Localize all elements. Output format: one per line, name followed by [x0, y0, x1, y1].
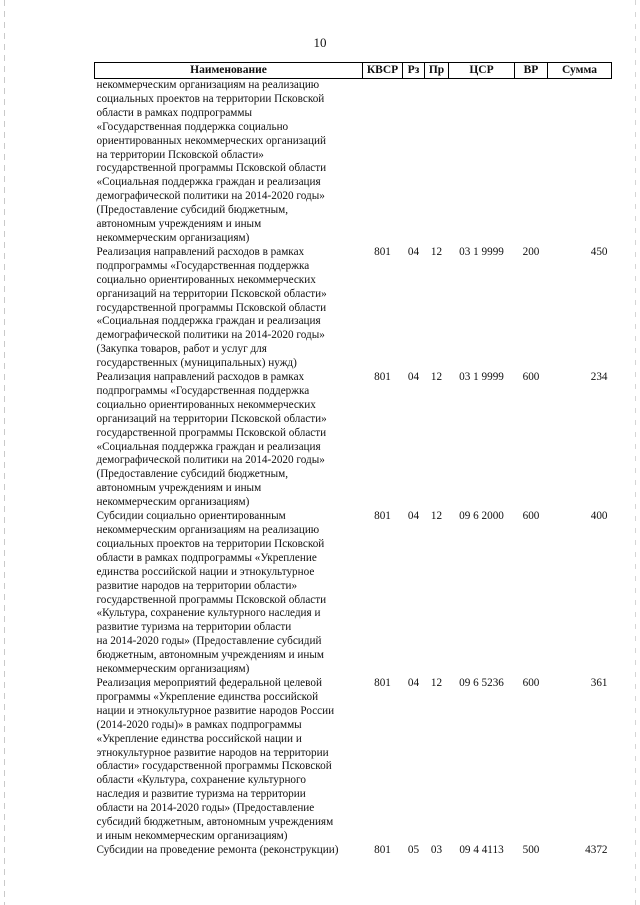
row-vr-cell: 500: [522, 843, 540, 856]
table-header-row: [95, 63, 612, 79]
header-rz: Рз: [403, 63, 425, 79]
scan-edge-right: [635, 0, 636, 905]
row-name-line: области «Культура, сохранение культурного: [96, 774, 306, 787]
scan-edge-left: [4, 0, 5, 905]
row-name-line: Реализация направлений расходов в рамках: [96, 371, 305, 384]
row-name-line: «Социальная поддержка граждан и реализация: [96, 440, 321, 453]
header-vr: ВР: [515, 63, 548, 79]
row-name-line: «Культура, сохранение культурного наследия и: [96, 607, 321, 620]
header-name: Наименование: [95, 63, 363, 79]
row-kvsr-cell: 801: [374, 245, 391, 258]
row-vr-cell: [515, 79, 548, 246]
row-pr-cell: 12: [430, 245, 443, 258]
row-name-line: бюджетным, автономным учреждениям и иным: [96, 649, 324, 662]
row-name-line: государственной программы Псковской области: [96, 301, 327, 314]
row-name-line: «Социальная поддержка граждан и реализация: [96, 315, 321, 328]
row-name-line: социальных проектов на территории Псковской: [96, 537, 325, 550]
row-name-cell: [95, 246, 363, 371]
row-name-line: единства российской нации и этнокультурное: [96, 565, 315, 578]
row-name-line: некоммерческим организациям): [96, 496, 250, 509]
row-kvsr-cell: 801: [374, 510, 391, 523]
row-csr-cell: [449, 79, 515, 246]
row-name-line: субсидий бюджетным, автономным учреждениям: [96, 816, 334, 829]
row-rz-cell: [403, 79, 425, 246]
row-kvsr-cell: [363, 79, 403, 246]
row-name-line: социально ориентированных некоммерческих: [96, 398, 316, 411]
row-name-line: автономным учреждениям и иным: [96, 218, 262, 231]
row-csr-cell: 09 6 5236: [459, 676, 504, 689]
row-csr-cell: 03 1 9999: [459, 245, 504, 258]
row-name-line: Реализация направлений расходов в рамках: [96, 245, 305, 258]
row-kvsr-cell: 801: [374, 843, 391, 856]
row-pr-cell: 03: [430, 843, 443, 856]
row-name-line: нации и этнокультурное развитие народов России: [96, 704, 335, 717]
row-sum-cell: 400: [590, 510, 608, 523]
row-name-line: Субсидии социально ориентированным: [96, 510, 286, 523]
row-name-line: наследия и развитие туризма на территории: [96, 788, 306, 801]
row-name-line: демографической политики на 2014-2020 годы»: [96, 329, 325, 342]
row-name-cell: [95, 677, 363, 844]
row-name-line: Реализация мероприятий федеральной целевой: [96, 676, 322, 689]
table-row: [95, 246, 612, 371]
row-name-line: на 2014-2020 годы» (Предоставление субсидий: [96, 635, 322, 648]
row-pr-cell: 12: [430, 371, 443, 384]
row-name-line: подпрограммы «Государственная поддержка: [96, 259, 310, 272]
row-name-line: некоммерческим организациям): [96, 231, 250, 244]
header-sum: Сумма: [548, 63, 612, 79]
row-name-line: развитие народов на территории области»: [96, 579, 298, 592]
row-name-line: подпрограммы «Государственная поддержка: [96, 384, 310, 397]
table-row: [95, 79, 612, 246]
row-vr-cell: 600: [522, 371, 540, 384]
row-csr-cell: 09 4 4113: [459, 843, 504, 856]
table-row: [95, 677, 612, 844]
page-number: 10: [313, 35, 327, 50]
row-name-line: «Государственная поддержка социально: [96, 120, 289, 133]
row-name-line: социально ориентированных некоммерческих: [96, 273, 316, 286]
row-name-line: (Закупка товаров, работ и услуг для: [96, 343, 267, 356]
row-name-line: этнокультурное развитие народов на территории: [96, 746, 329, 759]
budget-table: [94, 62, 612, 858]
row-name-line: некоммерческим организациям на реализацию: [96, 79, 320, 91]
row-pr-cell: 12: [430, 676, 443, 689]
header-kvsr: КВСР: [363, 63, 403, 79]
row-name-line: (Предоставление субсидий бюджетным,: [96, 468, 289, 481]
row-rz-cell: 05: [407, 843, 420, 856]
row-name-line: программы «Укрепление единства российской: [96, 690, 319, 703]
header-pr: Пр: [425, 63, 449, 79]
row-sum-cell: [548, 79, 612, 246]
row-name-line: «Укрепление единства российской нации и: [96, 732, 302, 745]
row-name-line: области на 2014-2020 годы» (Предоставление: [96, 802, 315, 815]
row-kvsr-cell: 801: [374, 676, 391, 689]
row-rz-cell: 04: [407, 371, 420, 384]
row-name-line: ориентированных некоммерческих организаций: [96, 134, 327, 147]
row-name-cell: [95, 371, 363, 510]
row-name-line: области» государственной программы Псковской: [96, 760, 332, 773]
row-name-line: Субсидии на проведение ремонта (реконструкции): [96, 843, 339, 856]
row-vr-cell: 200: [522, 245, 540, 258]
row-sum-cell: 450: [590, 245, 608, 258]
row-name-line: области в рамках подпрограммы: [96, 106, 252, 119]
table-row: [95, 844, 612, 858]
row-name-line: демографической политики на 2014-2020 годы»: [96, 190, 325, 203]
row-name-line: некоммерческим организациям на реализацию: [96, 524, 320, 536]
row-vr-cell: 600: [522, 510, 540, 523]
table-body: [95, 79, 612, 858]
row-csr-cell: 09 6 2000: [459, 510, 504, 523]
row-name-cell: [95, 844, 363, 858]
row-name-line: государственной программы Псковской области: [96, 593, 327, 606]
row-name-line: (2014-2020 годы)» в рамках подпрограммы: [96, 718, 302, 731]
row-name-line: на территории Псковской области»: [96, 148, 264, 161]
row-rz-cell: 04: [407, 510, 420, 523]
row-vr-cell: 600: [522, 676, 540, 689]
row-rz-cell: 04: [407, 676, 420, 689]
row-name-line: и иным некоммерческим организациям): [96, 829, 288, 842]
table-row: [95, 371, 612, 510]
row-sum-cell: 234: [590, 371, 608, 384]
row-name-cell: [95, 79, 363, 246]
table-row: [95, 510, 612, 677]
row-name-line: государственной программы Псковской области: [96, 426, 327, 439]
row-name-line: некоммерческим организациям): [96, 663, 250, 676]
row-name-cell: [95, 510, 363, 677]
row-rz-cell: 04: [407, 245, 420, 258]
row-name-line: социальных проектов на территории Псковской: [96, 92, 325, 105]
row-name-line: «Социальная поддержка граждан и реализация: [96, 176, 321, 189]
row-name-line: развитие туризма на территории области: [96, 621, 292, 634]
header-csr: ЦСР: [449, 63, 515, 79]
row-name-line: области в рамках подпрограммы «Укрепление: [96, 551, 317, 564]
row-name-line: организаций на территории Псковской области»: [96, 287, 327, 300]
row-sum-cell: 4372: [585, 843, 608, 856]
row-name-line: автономным учреждениям и иным: [96, 482, 262, 495]
row-pr-cell: [425, 79, 449, 246]
row-name-line: государственных (муниципальных) нужд): [96, 357, 297, 370]
row-pr-cell: 12: [430, 510, 443, 523]
row-kvsr-cell: 801: [374, 371, 391, 384]
row-name-line: демографической политики на 2014-2020 годы»: [96, 454, 325, 467]
row-name-line: организаций на территории Псковской области»: [96, 412, 327, 425]
row-name-line: государственной программы Псковской области: [96, 162, 327, 175]
row-sum-cell: 361: [590, 676, 608, 689]
row-csr-cell: 03 1 9999: [459, 371, 504, 384]
row-name-line: (Предоставление субсидий бюджетным,: [96, 204, 289, 217]
